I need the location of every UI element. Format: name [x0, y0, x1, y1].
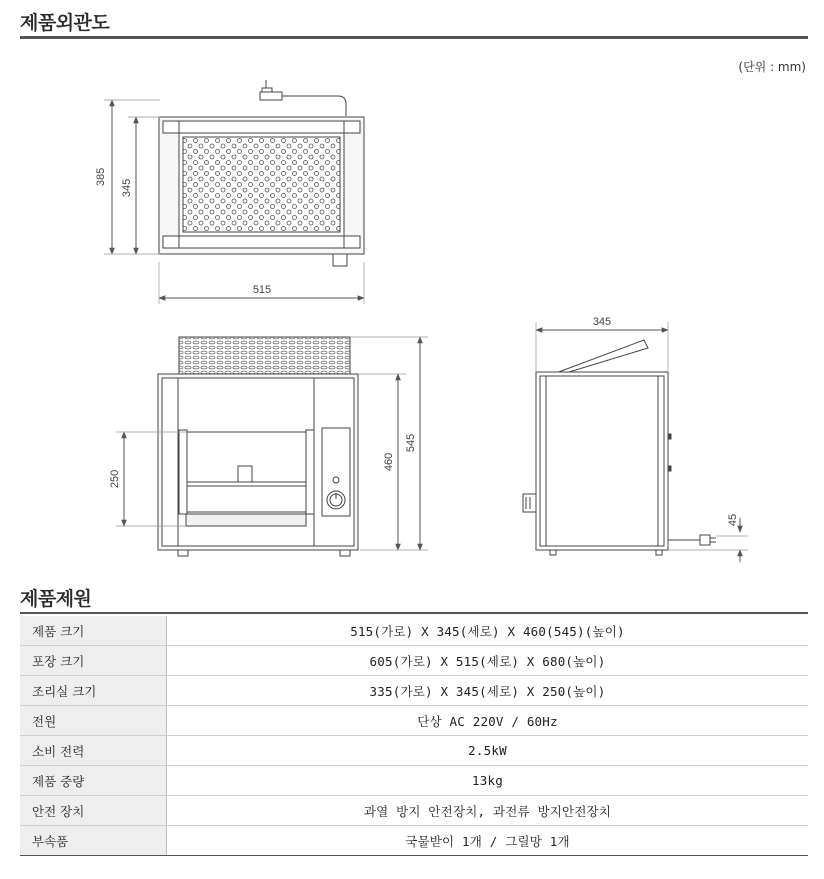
spec-section-title: 제품제원: [20, 588, 92, 610]
unit-label: (단위 : mm): [738, 60, 806, 74]
spec-label: 전원: [20, 706, 167, 736]
spec-value: 국물받이 1개 / 그릴망 1개: [167, 826, 809, 856]
spec-label: 포장 크기: [20, 646, 167, 676]
table-row: [20, 706, 808, 736]
spec-table: [20, 616, 808, 856]
table-row: [20, 766, 808, 796]
spec-value: 515(가로) X 345(세로) X 460(545)(높이): [167, 616, 809, 646]
dim-top-385: 385: [95, 167, 107, 187]
spec-label: 소비 전력: [20, 736, 167, 766]
appearance-section-title: 제품외관도: [20, 12, 110, 34]
table-row: [20, 736, 808, 766]
table-row: [20, 616, 808, 646]
spec-title-rule: [20, 612, 808, 614]
dim-front-545: 545: [405, 433, 417, 453]
spec-label: 제품 크기: [20, 616, 167, 646]
dim-front-460: 460: [383, 452, 395, 472]
spec-label: 제품 중량: [20, 766, 167, 796]
dim-top-345: 345: [121, 178, 133, 198]
spec-value: 335(가로) X 345(세로) X 250(높이): [167, 676, 809, 706]
table-row: [20, 796, 808, 826]
side-view-drawing: [523, 340, 716, 555]
spec-value: 2.5kW: [167, 736, 809, 766]
spec-value: 단상 AC 220V / 60Hz: [167, 706, 809, 736]
spec-value: 13kg: [167, 766, 809, 796]
dim-front-250: 250: [109, 469, 121, 489]
spec-value: 과열 방지 안전장치, 과전류 방지안전장치: [167, 796, 809, 826]
spec-label: 안전 장치: [20, 796, 167, 826]
table-row: [20, 646, 808, 676]
spec-label: 부속품: [20, 826, 167, 856]
dim-side-45: 45: [727, 513, 739, 527]
spec-value: 605(가로) X 515(세로) X 680(높이): [167, 646, 809, 676]
table-row: [20, 826, 808, 856]
front-view-drawing: [158, 337, 358, 556]
spec-label: 조리실 크기: [20, 676, 167, 706]
dim-side-345: 345: [592, 316, 612, 328]
top-view-drawing: [159, 80, 364, 266]
dim-top-515: 515: [252, 284, 272, 296]
table-row: [20, 676, 808, 706]
